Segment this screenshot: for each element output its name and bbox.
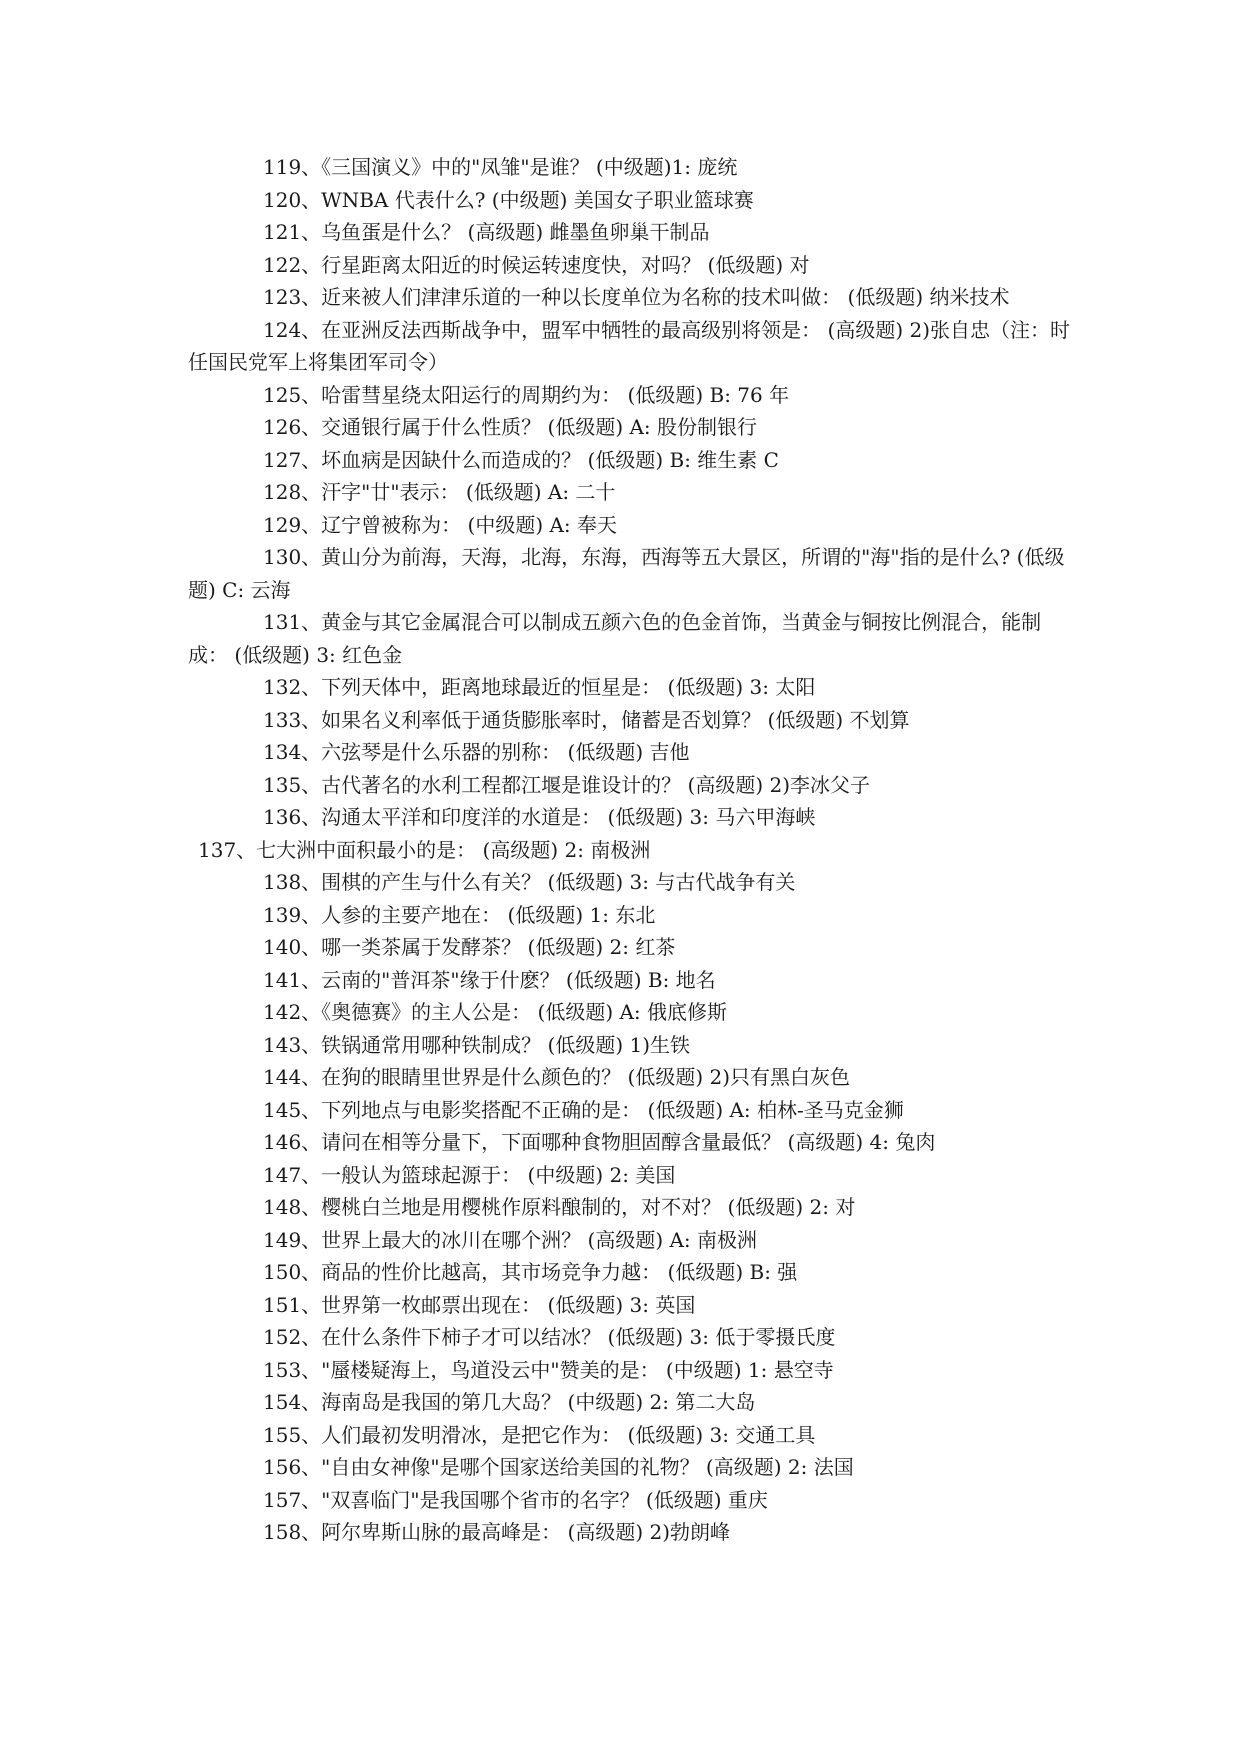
question-item: 136、沟通太平洋和印度洋的水道是： (低级题) 3: 马六甲海峡 xyxy=(263,805,816,829)
question-item: 150、商品的性价比越高，其市场竞争力越： (低级题) B: 强 xyxy=(263,1260,798,1284)
question-item: 158、阿尔卑斯山脉的最高峰是： (高级题) 2)勃朗峰 xyxy=(263,1520,731,1544)
question-item: 119、《三国演义》中的"凤雏"是谁？ (中级题)1: 庞统 xyxy=(263,155,738,179)
question-item: 127、坏血病是因缺什么而造成的？ (低级题) B: 维生素 C xyxy=(263,447,779,472)
question-item: 141、云南的"普洱茶"缘于什麽？ (低级题) B: 地名 xyxy=(263,967,716,992)
question-item: 154、海南岛是我国的第几大岛？ (中级题) 2: 第二大岛 xyxy=(263,1390,756,1414)
question-item: 128、汗字"廿"表示： (低级题) A: 二十 xyxy=(263,480,616,504)
question-item: 140、哪一类茶属于发酵茶？ (低级题) 2: 红茶 xyxy=(263,935,676,959)
question-item: 125、哈雷彗星绕太阳运行的周期约为： (低级题) B: 76 年 xyxy=(263,382,790,407)
question-item: 129、辽宁曾被称为： (中级题) A: 奉天 xyxy=(263,512,618,537)
document-page xyxy=(188,151,1078,1549)
question-item: 134、六弦琴是什么乐器的别称： (低级题) 吉他 xyxy=(263,740,690,764)
question-item: 144、在狗的眼睛里世界是什么颜色的？ (低级题) 2)只有黑白灰色 xyxy=(263,1065,851,1089)
question-item: 131、黄金与其它金属混合可以制成五颜六色的色金首饰，当黄金与铜按比例混合，能制成： (低级题) 3: 红色金 xyxy=(188,610,1042,667)
question-item: 145、下列地点与电影奖搭配不正确的是： (低级题) A: 柏林-圣马克金狮 xyxy=(263,1097,904,1122)
question-item: 148、樱桃白兰地是用樱桃作原料酿制的，对不对？ (低级题) 2: 对 xyxy=(263,1195,856,1219)
question-item: 146、请问在相等分量下，下面哪种食物胆固醇含量最低？ (高级题) 4: 兔肉 xyxy=(263,1130,936,1154)
question-item: 126、交通银行属于什么性质？ (低级题) A: 股份制银行 xyxy=(263,415,758,439)
question-item: 143、铁锅通常用哪种铁制成？ (低级题) 1)生铁 xyxy=(263,1032,691,1057)
question-item: 122、行星距离太阳近的时候运转速度快，对吗？ (低级题) 对 xyxy=(263,252,810,277)
question-item: 121、乌鱼蛋是什么？ (高级题) 雌墨鱼卵巢干制品 xyxy=(263,220,710,244)
question-item: 137、七大洲中面积最小的是： (高级题) 2: 南极洲 xyxy=(198,837,651,862)
question-item: 152、在什么条件下柿子才可以结冰？ (低级题) 3: 低于零摄氏度 xyxy=(263,1325,836,1349)
question-item: 120、WNBA 代表什么? (中级题) 美国女子职业篮球赛 xyxy=(263,187,754,212)
question-item: 151、世界第一枚邮票出现在： (低级题) 3: 英国 xyxy=(263,1292,696,1317)
question-item: 135、古代著名的水利工程都江堰是谁设计的？ (高级题) 2)李冰父子 xyxy=(263,772,871,797)
question-item: 156、"自由女神像"是哪个国家送给美国的礼物？ (高级题) 2: 法国 xyxy=(263,1455,854,1479)
question-item: 142、《奥德赛》的主人公是： (低级题) A: 俄底修斯 xyxy=(263,1000,728,1024)
question-item: 139、人参的主要产地在： (低级题) 1: 东北 xyxy=(263,902,656,927)
question-item: 130、黄山分为前海，天海，北海，东海，西海等五大景区，所谓的"海"指的是什么? (低级题) C: 云海 xyxy=(188,545,1065,602)
question-item: 153、"蜃楼疑海上，鸟道没云中"赞美的是： (中级题) 1: 悬空寺 xyxy=(263,1357,834,1382)
question-item: 147、一般认为篮球起源于： (中级题) 2: 美国 xyxy=(263,1162,676,1187)
question-item: 149、世界上最大的冰川在哪个洲？ (高级题) A: 南极洲 xyxy=(263,1227,758,1252)
question-item: 124、在亚洲反法西斯战争中，盟军中牺牲的最高级别将领是： (高级题) 2)张自忠（注：时任国民党军上将集团军司令） xyxy=(188,317,1071,374)
question-item: 157、"双喜临门"是我国哪个省市的名字？ (低级题) 重庆 xyxy=(263,1487,768,1512)
question-item: 133、如果名义利率低于通货膨胀率时，储蓄是否划算？ (低级题) 不划算 xyxy=(263,707,910,732)
question-item: 138、围棋的产生与什么有关？ (低级题) 3: 与古代战争有关 xyxy=(263,870,796,894)
question-item: 155、人们最初发明滑冰，是把它作为： (低级题) 3: 交通工具 xyxy=(263,1422,816,1447)
question-item: 123、近来被人们津津乐道的一种以长度单位为名称的技术叫做： (低级题) 纳米技术 xyxy=(263,285,1010,309)
question-item: 132、下列天体中，距离地球最近的恒星是： (低级题) 3: 太阳 xyxy=(263,675,816,699)
